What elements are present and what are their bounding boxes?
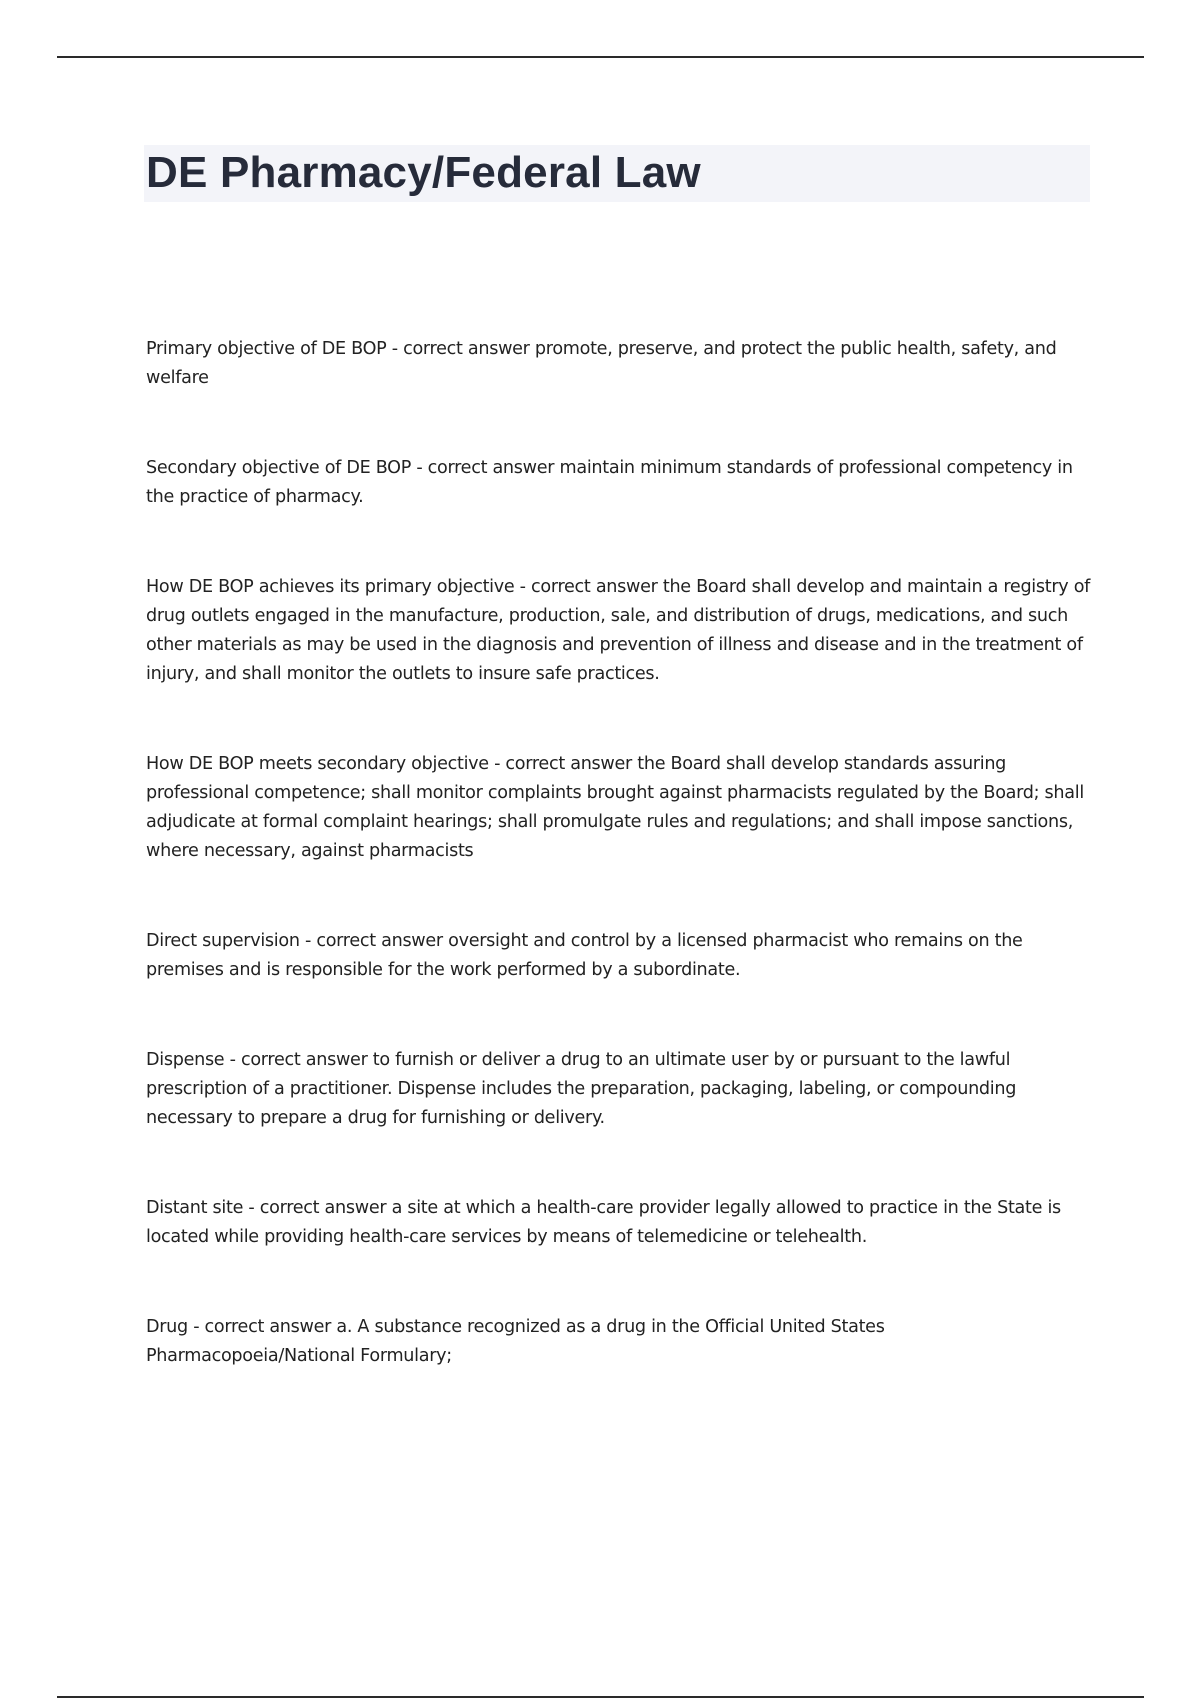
flashcard-entry-meets-secondary: How DE BOP meets secondary objective - correct answer the Board shall develop standards assuring professional competence; shall monitor complaints brought against pharmacists regulated by the Board; shall adjudicate at formal complaint hearings; shall promulgate rules and regulations; and shall impose sanctions, where necessary, against pharmacists xyxy=(146,754,1084,861)
flashcard-entry-secondary-objective: Secondary objective of DE BOP - correct answer maintain minimum standards of professional competency in the practice of pharmacy. xyxy=(146,458,1073,507)
bottom-divider xyxy=(57,1696,1144,1698)
flashcard-entry-direct-supervision: Direct supervision - correct answer oversight and control by a licensed pharmacist who remains on the premises and is responsible for the work performed by a subordinate. xyxy=(146,931,1023,980)
flashcard-list xyxy=(146,335,1092,1432)
flashcard-entry-distant-site: Distant site - correct answer a site at which a health-care provider legally allowed to practice in the State is located while providing health-care services by means of telemedicine or telehealth. xyxy=(146,1198,1061,1247)
flashcard-entry-drug: Drug - correct answer a. A substance recognized as a drug in the Official United States Pharmacopoeia/National Formulary; xyxy=(146,1317,885,1366)
flashcard-entry-primary-objective: Primary objective of DE BOP - correct answer promote, preserve, and protect the public health, safety, and welfare xyxy=(146,339,1057,388)
flashcard-entry-dispense: Dispense - correct answer to furnish or deliver a drug to an ultimate user by or pursuant to the lawful prescription of a practitioner. Dispense includes the preparation, packaging, labeling, or compounding necessary to prepare a drug for furnishing or delivery. xyxy=(146,1050,1017,1128)
document-title: DE Pharmacy/Federal Law xyxy=(146,148,701,197)
flashcard-entry-achieves-primary: How DE BOP achieves its primary objective - correct answer the Board shall develop and maintain a registry of drug outlets engaged in the manufacture, production, sale, and distribution of drugs, medications, and such other materials as may be used in the diagnosis and prevention of illness and disease and in the treatment of injury, and shall monitor the outlets to insure safe practices. xyxy=(146,577,1091,684)
top-divider xyxy=(57,56,1144,58)
